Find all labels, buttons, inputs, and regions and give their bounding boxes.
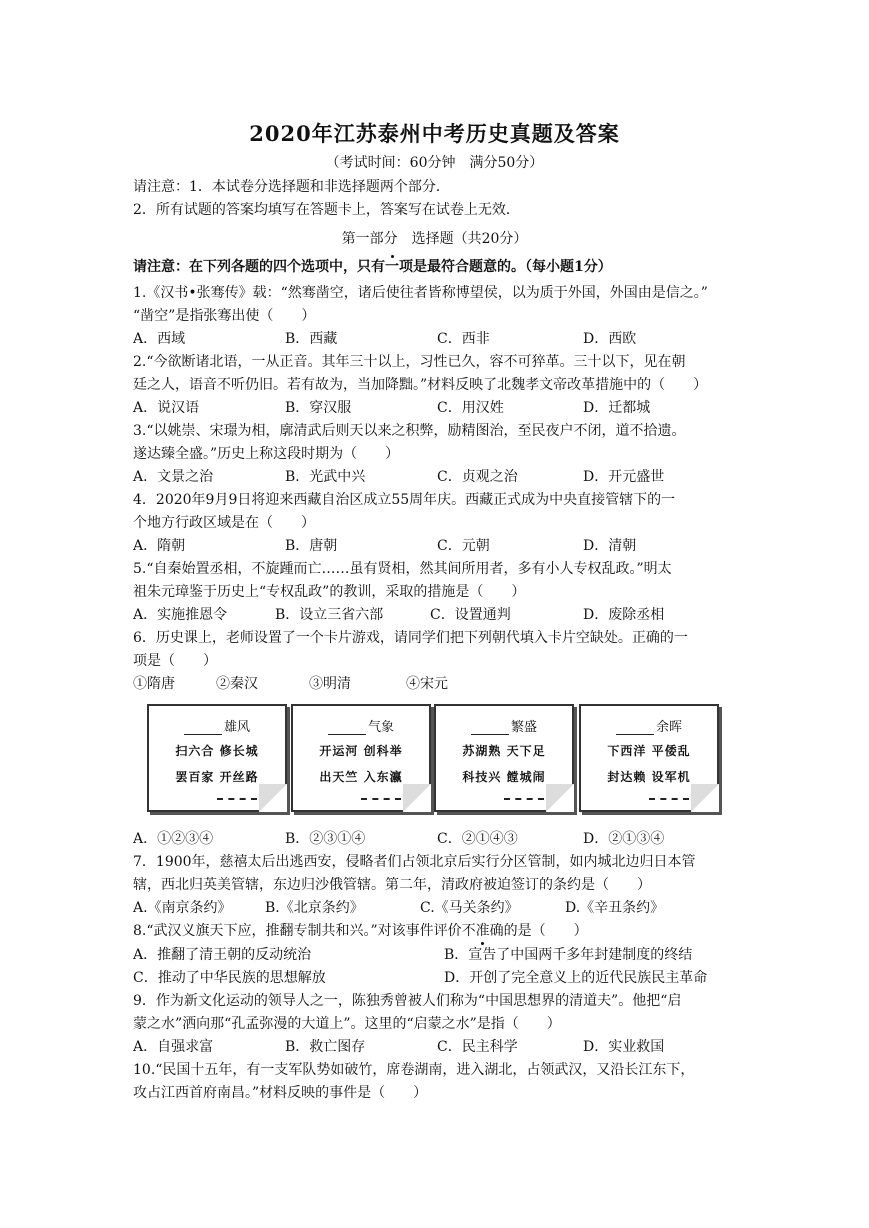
card-4 bbox=[579, 704, 719, 812]
q6-item-4: ④宋元 bbox=[406, 676, 448, 692]
card-4-line1: 下西洋 平倭乱 bbox=[607, 744, 691, 758]
q4-option-d: D．清朝 bbox=[583, 538, 637, 554]
q6-line1: 6．历史课上，老师设置了一个卡片游戏，请同学们把下列朝代填入卡片空缺处。正确的一 bbox=[133, 630, 688, 646]
q4-line2: 个地方行政区域是在（ ） bbox=[133, 515, 315, 531]
q9-line1: 9．作为新文化运动的领导人之一，陈独秀曾被人们称为“中国思想界的清道夫”。他把“启 bbox=[133, 993, 682, 1009]
card-1-head: 雄风 bbox=[149, 716, 285, 735]
q3-line1: 3.“以姚崇、宋璟为相，廓清武后则天以来之积弊，励精图治，至民夜户不闭，道不拾遗。 bbox=[133, 423, 686, 439]
q3-line2: 遂达臻全盛。”历史上称这段时期为（ ） bbox=[133, 446, 400, 462]
q7-option-c: C.《马关条约》 bbox=[420, 900, 519, 916]
q2-option-a: A．说汉语 bbox=[133, 400, 200, 416]
q9-option-d: D．实业救国 bbox=[583, 1039, 665, 1055]
card-1-line2: 罢百家 开丝路 bbox=[175, 770, 259, 784]
q8-option-c: C．推动了中华民族的思想解放 bbox=[133, 970, 326, 986]
instruction-text-b: 项是最符合题意的。（每小题1分） bbox=[399, 259, 612, 275]
card-2-line2: 出天竺 入东瀛 bbox=[319, 770, 403, 784]
q3-option-b: B．光武中兴 bbox=[285, 469, 366, 485]
q2-option-d: D．迁都城 bbox=[583, 400, 651, 416]
q5-option-d: D．废除丞相 bbox=[583, 607, 665, 623]
q6-item-3: ③明清 bbox=[309, 676, 351, 692]
card-4-head: 余晖 bbox=[581, 716, 717, 735]
q6-item-1: ①隋唐 bbox=[133, 676, 175, 692]
q7-option-d: D.《辛丑条约》 bbox=[565, 900, 665, 916]
q4-line1: 4．2020年9月9日将迎来西藏自治区成立55周年庆。西藏正式成为中央直接管辖下的一 bbox=[133, 492, 676, 508]
q6-item-2: ②秦汉 bbox=[216, 676, 258, 692]
notice-2: 2．所有试题的答案均填写在答题卡上，答案写在试卷上无效． bbox=[133, 202, 520, 218]
q2-option-b: B．穿汉服 bbox=[285, 400, 352, 416]
card-3-line1: 苏湖熟 天下足 bbox=[462, 744, 546, 758]
q10-line2: 攻占江西首府南昌。”材料反映的事件是（ ） bbox=[133, 1085, 428, 1101]
card-3-head: 繁盛 bbox=[436, 716, 572, 735]
q9-option-c: C．民主科学 bbox=[437, 1039, 518, 1055]
q7-line2: 辖，西北归英美管辖，东边归沙俄管辖。第二年，清政府被迫签订的条约是（ ） bbox=[133, 877, 651, 893]
q1-option-a: A．西域 bbox=[133, 331, 186, 347]
q6-line2: 项是（ ） bbox=[133, 653, 217, 669]
q1-line2: “凿空”是指张骞出使（ ） bbox=[133, 308, 316, 324]
part1-instruction bbox=[133, 258, 612, 276]
q5-option-a: A．实施推恩令 bbox=[133, 607, 228, 623]
q8-line1 bbox=[133, 922, 588, 940]
q3-option-c: C．贞观之治 bbox=[437, 469, 518, 485]
q6-option-a: A．①②③④ bbox=[133, 831, 214, 847]
card-1 bbox=[147, 704, 287, 812]
part1-heading: 第一部分 选择题（共20分） bbox=[341, 231, 528, 247]
q8-option-d: D．开创了完全意义上的近代民族民主革命 bbox=[444, 970, 708, 986]
q1-option-c: C．西非 bbox=[437, 331, 490, 347]
card-3 bbox=[434, 704, 574, 812]
card-2-head: 气象 bbox=[293, 716, 429, 735]
q7-option-a: A.《南京条约》 bbox=[133, 900, 232, 916]
dynasty-cards bbox=[143, 698, 723, 816]
card-2-line1: 开运河 创科举 bbox=[319, 744, 403, 758]
q5-line1: 5.“自秦始置丞相，不旋踵而亡……虽有贤相，然其间所用者，多有小人专权乱政。”明太 bbox=[133, 561, 672, 577]
q9-option-b: B．救亡图存 bbox=[285, 1039, 366, 1055]
q5-line2: 祖朱元璋鉴于历史上“专权乱政”的教训，采取的措施是（ ） bbox=[133, 584, 526, 600]
instruction-text-a: 请注意：在下列各题的四个选项中，只有 bbox=[133, 259, 385, 275]
card-2 bbox=[291, 704, 431, 812]
q8-option-b: B．宣告了中国两千多年封建制度的终结 bbox=[444, 947, 693, 963]
exam-info: （考试时间：60分钟 满分50分） bbox=[325, 155, 544, 171]
q2-option-c: C．用汉姓 bbox=[437, 400, 504, 416]
q1-line1: 1.《汉书•张骞传》载：“然骞凿空，诸后使往者皆称博望侯，以为质于外国，外国由是信之。” bbox=[133, 285, 708, 301]
notice-1: 请注意：1．本试卷分选择题和非选择题两个部分． bbox=[133, 179, 450, 195]
q4-option-c: C．元朝 bbox=[437, 538, 490, 554]
q2-line2: 廷之人，语音不听仍旧。若有故为，当加降黜。”材料反映了北魏孝文帝改革措施中的（ ） bbox=[133, 377, 708, 393]
q8-text-a: 8.“武汉义旗天下应，推翻专制共和兴。”对该事件评价 bbox=[133, 923, 462, 939]
q1-option-d: D．西欧 bbox=[583, 331, 637, 347]
card-1-line1: 扫六合 修长城 bbox=[175, 744, 259, 758]
q7-line1: 7．1900年，慈禧太后出逃西安，侵略者们占领北京后实行分区管制，如内城北边归日本管 bbox=[133, 854, 696, 870]
q6-option-b: B．②③①④ bbox=[285, 831, 366, 847]
q3-option-d: D．开元盛世 bbox=[583, 469, 665, 485]
q6-option-d: D．②①③④ bbox=[583, 831, 665, 847]
instruction-emphasis: 一 bbox=[385, 259, 399, 275]
q8-emphasis: 不准确 bbox=[461, 923, 504, 939]
q9-option-a: A．自强求富 bbox=[133, 1039, 214, 1055]
q9-line2: 蒙之水”洒向那“孔孟弥漫的大道上”。这里的“启蒙之水”是指（ ） bbox=[133, 1016, 561, 1032]
page-title: 2020年江苏泰州中考历史真题及答案 bbox=[249, 121, 620, 146]
q4-option-b: B．唐朝 bbox=[285, 538, 338, 554]
q10-line1: 10.“民国十五年，有一支军队势如破竹，席卷湖南，进入湖北，占领武汉，又沿长江东下， bbox=[133, 1062, 695, 1078]
q6-option-c: C．②①④③ bbox=[437, 831, 518, 847]
q1-option-b: B．西藏 bbox=[285, 331, 338, 347]
card-4-line2: 封达赖 设军机 bbox=[607, 770, 691, 784]
q3-option-a: A．文景之治 bbox=[133, 469, 214, 485]
q4-option-a: A．隋朝 bbox=[133, 538, 186, 554]
q8-text-b: 的是（ ） bbox=[503, 923, 588, 939]
card-3-line2: 科技兴 饄城闹 bbox=[462, 770, 546, 784]
q5-option-c: C．设置通判 bbox=[430, 607, 511, 623]
q8-option-a: A．推翻了清王朝的反动统治 bbox=[133, 947, 312, 963]
q5-option-b: B．设立三省六部 bbox=[275, 607, 384, 623]
q7-option-b: B.《北京条约》 bbox=[265, 900, 364, 916]
q2-line1: 2.“今欲断诸北语，一从正音。其年三十以上，习性已久，容不可猝革。三十以下，见在朝 bbox=[133, 354, 686, 370]
